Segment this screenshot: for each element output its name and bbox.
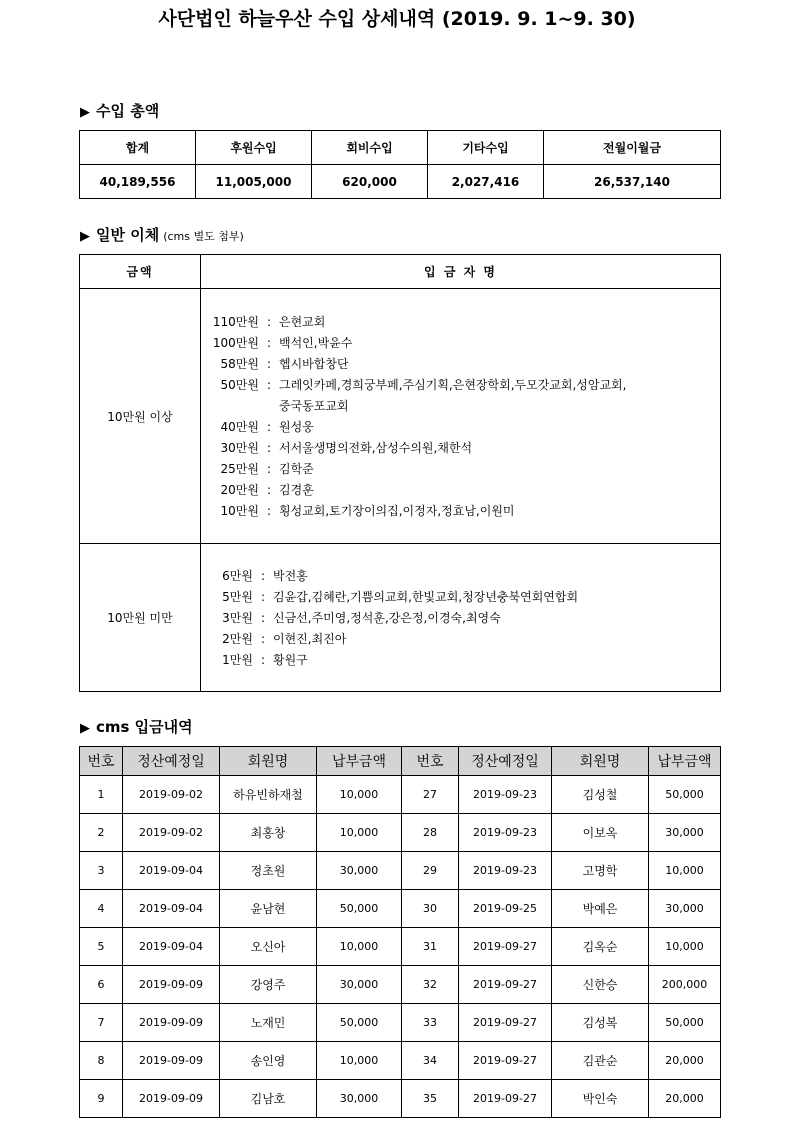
table-cell: 2019-09-04 [123, 852, 220, 890]
table-cell: 35 [402, 1080, 459, 1118]
table-cell: 50,000 [317, 1004, 402, 1042]
triangle-bullet-icon: ▶ [80, 721, 90, 736]
table-cell: 2019-09-02 [123, 814, 220, 852]
donor-amount: 110만원 [212, 315, 259, 329]
table-cell: 2019-09-09 [123, 1080, 220, 1118]
donor-line: 3만원 : 신금선,주미영,정석훈,강은정,이경숙,최영숙 [213, 607, 720, 628]
cms-header: 납부금액 [317, 747, 402, 776]
donor-names: 신금선,주미영,정석훈,강은정,이경숙,최영숙 [273, 611, 501, 625]
cms-header: 번호 [80, 747, 123, 776]
table-cell: 9 [80, 1080, 123, 1118]
table-cell: 50,000 [649, 776, 721, 814]
table-cell: 2019-09-02 [123, 776, 220, 814]
table-row [80, 1042, 721, 1080]
donor-line: 6만원 : 박전홍 [213, 565, 720, 586]
donor-amount: 3만원 [222, 611, 253, 625]
table-cell: 2019-09-27 [459, 1042, 552, 1080]
table-cell: 2019-09-04 [123, 928, 220, 966]
donor-line: 50만원 : 그레잇카페,경희궁부페,주심기획,은현장학회,두모갓교회,성암교회, [207, 374, 720, 395]
table-cell: 2019-09-23 [459, 776, 552, 814]
table-cell: 2019-09-09 [123, 1004, 220, 1042]
table-cell: 10,000 [317, 1042, 402, 1080]
table-cell: 32 [402, 966, 459, 1004]
table-cell: 4 [80, 890, 123, 928]
table-cell: 3 [80, 852, 123, 890]
donor-names: 김학준 [279, 462, 314, 476]
donor-line: 1만원 : 황원구 [213, 649, 720, 670]
donor-line: 10만원 : 횡성교회,토기장이의집,이정자,정효남,이원미 [207, 500, 720, 521]
table-cell: 7 [80, 1004, 123, 1042]
triangle-bullet-icon: ▶ [80, 105, 90, 120]
table-row [80, 776, 721, 814]
donor-names: 횡성교회,토기장이의집,이정자,정효남,이원미 [279, 504, 515, 518]
summary-section-title: 수입 총액 [96, 102, 160, 120]
table-cell: 2019-09-27 [459, 966, 552, 1004]
table-cell: 30,000 [317, 852, 402, 890]
table-cell: 10,000 [317, 776, 402, 814]
table-cell: 27 [402, 776, 459, 814]
table-cell: 김성복 [552, 1004, 649, 1042]
table-cell: 2019-09-27 [459, 928, 552, 966]
transfer-header-names: 입 금 자 명 [201, 255, 721, 289]
table-cell: 오신아 [220, 928, 317, 966]
transfer-section-note: (cms 별도 첨부) [163, 230, 244, 243]
donor-names: 김윤갑,김혜란,기쁨의교회,한빛교회,청장년충북연회연합회 [273, 590, 579, 604]
table-cell: 31 [402, 928, 459, 966]
table-cell: 8 [80, 1042, 123, 1080]
table-cell: 50,000 [317, 890, 402, 928]
cms-section-heading [80, 716, 193, 737]
summary-value: 620,000 [312, 165, 428, 199]
donor-names: 헵시바합창단 [279, 357, 349, 371]
transfer-header-row [80, 255, 721, 289]
donor-names: 박전홍 [273, 569, 308, 583]
transfer-table [79, 254, 721, 692]
table-cell: 34 [402, 1042, 459, 1080]
transfer-group-label: 10만원 미만 [80, 544, 201, 692]
donor-amount: 58만원 [220, 357, 259, 371]
table-cell: 고명학 [552, 852, 649, 890]
donor-line: 25만원 : 김학준 [207, 458, 720, 479]
table-cell: 28 [402, 814, 459, 852]
table-row [80, 966, 721, 1004]
table-row [80, 852, 721, 890]
donor-amount: 30만원 [220, 441, 259, 455]
table-cell: 200,000 [649, 966, 721, 1004]
table-row [80, 814, 721, 852]
table-cell: 5 [80, 928, 123, 966]
page-title: 사단법인 하늘우산 수입 상세내역 (2019. 9. 1~9. 30) [158, 8, 636, 30]
donor-amount: 2만원 [222, 632, 253, 646]
table-cell: 박인숙 [552, 1080, 649, 1118]
cms-header: 납부금액 [649, 747, 721, 776]
summary-value: 2,027,416 [428, 165, 544, 199]
cms-header-row [80, 747, 721, 776]
donor-amount: 1만원 [222, 653, 253, 667]
table-cell: 10,000 [649, 928, 721, 966]
table-cell: 2019-09-23 [459, 814, 552, 852]
summary-header: 후원수입 [196, 131, 312, 165]
summary-header-row [80, 131, 721, 165]
donor-amount: 20만원 [220, 483, 259, 497]
donor-amount: 6만원 [222, 569, 253, 583]
table-cell: 강영주 [220, 966, 317, 1004]
table-cell: 김남호 [220, 1080, 317, 1118]
table-cell: 하유빈하재철 [220, 776, 317, 814]
table-cell: 30,000 [317, 966, 402, 1004]
donor-names: 이현진,최진아 [273, 632, 347, 646]
table-cell: 2019-09-23 [459, 852, 552, 890]
table-cell: 송인영 [220, 1042, 317, 1080]
donor-line: 58만원 : 헵시바합창단 [207, 353, 720, 374]
table-cell: 10,000 [317, 814, 402, 852]
donor-amount: 50만원 [220, 378, 259, 392]
table-cell: 신한승 [552, 966, 649, 1004]
table-cell: 29 [402, 852, 459, 890]
donor-names: 원성웅 [279, 420, 314, 434]
donor-line: 30만원 : 서서울생명의전화,삼성수의원,채한석 [207, 437, 720, 458]
cms-header: 번호 [402, 747, 459, 776]
donor-line-continued [207, 395, 720, 416]
table-cell: 30,000 [649, 814, 721, 852]
table-cell: 33 [402, 1004, 459, 1042]
donor-line: 100만원 : 백석인,박윤수 [207, 332, 720, 353]
transfer-section-heading [80, 224, 244, 245]
summary-value-row [80, 165, 721, 199]
donor-names: 은현교회 [279, 315, 326, 329]
donor-line: 110만원 : 은현교회 [207, 311, 720, 332]
triangle-bullet-icon: ▶ [80, 229, 90, 244]
table-cell: 20,000 [649, 1042, 721, 1080]
summary-header: 기타수입 [428, 131, 544, 165]
table-cell: 이보옥 [552, 814, 649, 852]
donor-names: 김경훈 [279, 483, 314, 497]
summary-value: 26,537,140 [544, 165, 721, 199]
donor-names: 백석인,박윤수 [279, 336, 353, 350]
table-row [80, 1080, 721, 1118]
table-cell: 2019-09-09 [123, 966, 220, 1004]
summary-value: 40,189,556 [80, 165, 196, 199]
table-row [80, 890, 721, 928]
cms-header: 정산예정일 [459, 747, 552, 776]
donor-line: 2만원 : 이현진,최진아 [213, 628, 720, 649]
transfer-group-names [201, 544, 721, 692]
donor-names: 황원구 [273, 653, 308, 667]
table-cell: 박예은 [552, 890, 649, 928]
donor-amount: 5만원 [222, 590, 253, 604]
table-row [80, 928, 721, 966]
table-cell: 10,000 [649, 852, 721, 890]
table-cell: 2 [80, 814, 123, 852]
table-cell: 2019-09-27 [459, 1004, 552, 1042]
transfer-section-title: 일반 이체 [96, 226, 160, 244]
donor-line: 20만원 : 김경훈 [207, 479, 720, 500]
donor-names: 중국동포교회 [279, 399, 349, 413]
table-cell: 30 [402, 890, 459, 928]
table-cell: 1 [80, 776, 123, 814]
transfer-group-names [201, 289, 721, 544]
table-cell: 30,000 [317, 1080, 402, 1118]
summary-value: 11,005,000 [196, 165, 312, 199]
table-row [80, 1004, 721, 1042]
table-cell: 정초원 [220, 852, 317, 890]
donor-amount: 40만원 [220, 420, 259, 434]
summary-header: 합계 [80, 131, 196, 165]
donor-line: 5만원 : 김윤갑,김혜란,기쁨의교회,한빛교회,청장년충북연회연합회 [213, 586, 720, 607]
donor-amount: 10만원 [220, 504, 259, 518]
table-cell: 노재민 [220, 1004, 317, 1042]
table-cell: 최홍창 [220, 814, 317, 852]
table-cell: 30,000 [649, 890, 721, 928]
cms-table [79, 746, 721, 1118]
donor-line: 40만원 : 원성웅 [207, 416, 720, 437]
donor-amount: 100만원 [212, 336, 259, 350]
cms-section-title: cms 입금내역 [96, 718, 193, 736]
donor-names: 그레잇카페,경희궁부페,주심기획,은현장학회,두모갓교회,성암교회, [279, 378, 627, 392]
table-cell: 김옥순 [552, 928, 649, 966]
table-cell: 20,000 [649, 1080, 721, 1118]
table-cell: 2019-09-25 [459, 890, 552, 928]
table-cell: 윤남현 [220, 890, 317, 928]
transfer-group-label: 10만원 이상 [80, 289, 201, 544]
donor-names: 서서울생명의전화,삼성수의원,채한석 [279, 441, 473, 455]
summary-header: 전월이월금 [544, 131, 721, 165]
cms-header: 회원명 [220, 747, 317, 776]
transfer-group-row [80, 289, 721, 544]
cms-header: 회원명 [552, 747, 649, 776]
cms-header: 정산예정일 [123, 747, 220, 776]
table-cell: 2019-09-27 [459, 1080, 552, 1118]
table-cell: 김관순 [552, 1042, 649, 1080]
table-cell: 6 [80, 966, 123, 1004]
table-cell: 2019-09-09 [123, 1042, 220, 1080]
table-cell: 2019-09-04 [123, 890, 220, 928]
donor-amount: 25만원 [220, 462, 259, 476]
transfer-group-row [80, 544, 721, 692]
table-cell: 50,000 [649, 1004, 721, 1042]
summary-section-heading [80, 100, 159, 121]
cms-table-body [80, 776, 721, 1118]
summary-table [79, 130, 721, 199]
table-cell: 김성철 [552, 776, 649, 814]
transfer-header-amount: 금액 [80, 255, 201, 289]
summary-header: 회비수입 [312, 131, 428, 165]
table-cell: 10,000 [317, 928, 402, 966]
